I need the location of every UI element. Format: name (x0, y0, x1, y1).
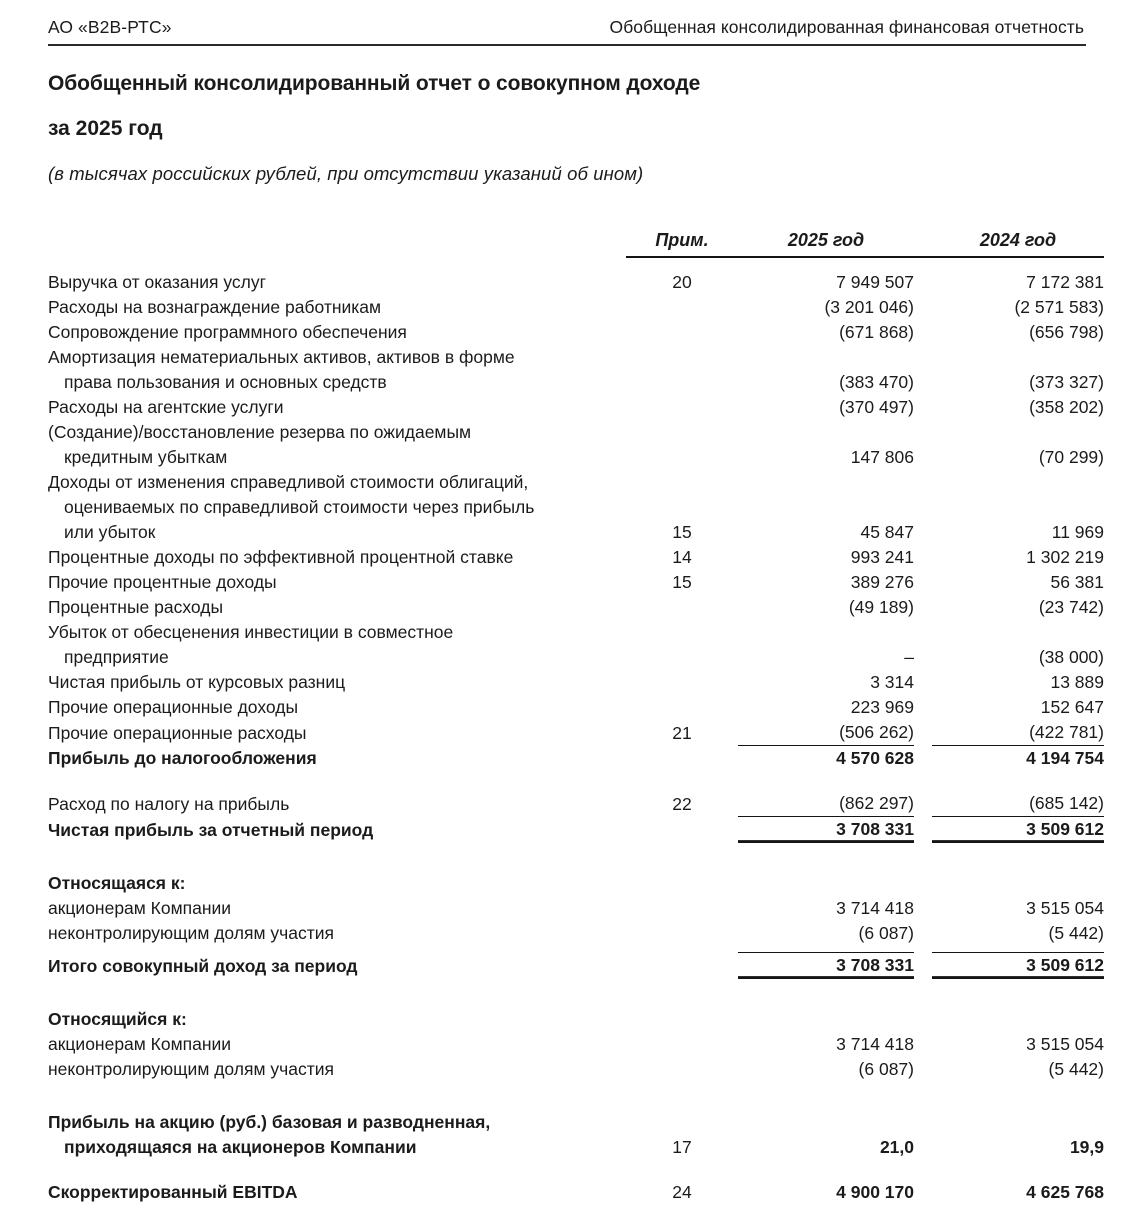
row-label: или убыток (64, 522, 156, 543)
header-current-year: 2025 год (787, 230, 865, 251)
row-current: (506 262) (839, 722, 914, 743)
row-prior: (685 142) (1029, 793, 1104, 814)
row-note (626, 470, 738, 495)
row-label: (Создание)/восстановление резерва по ожидаемым (48, 422, 472, 443)
row-label: Процентные расходы (48, 597, 224, 618)
section-heading-attributable-profit (48, 871, 1104, 896)
row-prior: (5 442) (1048, 1059, 1104, 1080)
row-note (626, 645, 738, 670)
row-current: (370 497) (839, 397, 914, 418)
row-note (626, 495, 738, 520)
ebitda-note: 24 (672, 1182, 692, 1203)
row-attributable-comprehensive-shareholders (48, 1032, 1104, 1057)
row-prior (932, 495, 1104, 520)
spacer-after-header (48, 258, 1104, 270)
section-heading-attributable-comprehensive (48, 1007, 1104, 1032)
row-label: неконтролирующим долям участия (48, 923, 334, 944)
table-row (48, 720, 1104, 746)
row-attributable-profit-nci (48, 921, 1104, 946)
row-current: (862 297) (839, 793, 914, 814)
running-header (48, 0, 1086, 37)
row-label: Прочие процентные доходы (48, 572, 277, 593)
header-prior-year: 2024 год (979, 230, 1057, 251)
row-prior: (5 442) (1048, 923, 1104, 944)
row-label: Прочие операционные расходы (48, 722, 307, 743)
row-current: (49 189) (848, 597, 914, 618)
row-current: (3 201 046) (824, 297, 914, 318)
header-note-cell: Прим. (655, 230, 709, 251)
section-heading-label: Относящаяся к: (48, 873, 186, 894)
spacer-before-eps (48, 1082, 1104, 1110)
eps-prior: 19,9 (1069, 1137, 1104, 1158)
row-label: Процентные доходы по эффективной процентной ставке (48, 547, 514, 568)
table-row (48, 520, 1104, 545)
row-current: 3 714 418 (836, 1034, 914, 1055)
table-row (48, 645, 1104, 670)
subtotal-note (626, 746, 738, 772)
row-prior: 13 889 (1050, 672, 1104, 693)
row-current: (383 470) (839, 372, 914, 393)
row-prior: 1 302 219 (1026, 547, 1104, 568)
row-current: (671 868) (839, 322, 914, 343)
eps-note: 17 (672, 1137, 692, 1158)
row-label: Убыток от обесценения инвестиции в совместное (48, 622, 454, 643)
row-label: оцениваемых по справедливой стоимости через прибыль (64, 497, 535, 518)
row-current: (6 087) (858, 1059, 914, 1080)
total-current: 3 708 331 (738, 817, 914, 843)
eps-label-line1: Прибыль на акцию (руб.) базовая и разводненная, (48, 1112, 491, 1133)
row-prior: (358 202) (1029, 397, 1104, 418)
row-note (626, 620, 738, 645)
table-row (48, 495, 1104, 520)
row-prior: 7 172 381 (1026, 272, 1104, 293)
table-row (48, 570, 1104, 595)
table-row (48, 270, 1104, 295)
row-current: 389 276 (850, 572, 914, 593)
row-label: Выручка от оказания услуг (48, 272, 267, 293)
spacer-before-tax (48, 771, 1104, 791)
table-row (48, 595, 1104, 620)
total-row-net-profit (48, 817, 1104, 843)
row-prior: (70 299) (1038, 447, 1104, 468)
row-current (738, 470, 914, 495)
table-row (48, 320, 1104, 345)
row-note: 14 (672, 547, 692, 568)
row-current (738, 420, 914, 445)
running-header-rule (48, 44, 1086, 46)
row-current: 993 241 (850, 547, 914, 568)
spacer-before-ebitda (48, 1160, 1104, 1180)
total-row-comprehensive-income (48, 953, 1104, 979)
row-prior: 3 515 054 (1026, 898, 1104, 919)
row-eps-line1 (48, 1110, 1104, 1135)
row-prior: (2 571 583) (1014, 297, 1104, 318)
row-prior: 56 381 (1050, 572, 1104, 593)
table-row (48, 395, 1104, 420)
row-prior: (422 781) (1029, 722, 1104, 743)
row-label: Расход по налогу на прибыль (48, 793, 290, 814)
row-label: Доходы от изменения справедливой стоимости облигаций, (48, 472, 529, 493)
row-note (626, 595, 738, 620)
row-note (626, 896, 738, 921)
row-prior: (656 798) (1029, 322, 1104, 343)
row-current: 3 314 (870, 672, 914, 693)
row-prior (932, 620, 1104, 645)
row-current: 7 949 507 (836, 272, 914, 293)
running-header-company: АО «В2В-РТС» (48, 17, 172, 37)
row-note (626, 695, 738, 720)
ebitda-label: Скорректированный EBITDA (48, 1182, 298, 1203)
table-row (48, 545, 1104, 570)
total-current: 3 708 331 (738, 953, 914, 979)
row-attributable-comprehensive-nci (48, 1057, 1104, 1082)
section-heading-label: Относящийся к: (48, 1009, 187, 1030)
row-label: акционерам Компании (48, 898, 232, 919)
row-prior: 3 515 054 (1026, 1034, 1104, 1055)
total-note (626, 817, 738, 843)
row-adjusted-ebitda (48, 1180, 1104, 1205)
row-income-tax-expense (48, 791, 1104, 817)
table-row (48, 295, 1104, 320)
row-note (626, 445, 738, 470)
total-prior: 3 509 612 (932, 817, 1104, 843)
row-attributable-profit-shareholders (48, 896, 1104, 921)
income-statement-table (48, 223, 1104, 1205)
subtotal-current: 4 570 628 (738, 746, 914, 772)
running-header-doc-type: Обобщенная консолидированная финансовая отчетность (609, 17, 1084, 37)
row-note (626, 320, 738, 345)
table-row (48, 420, 1104, 445)
row-label: неконтролирующим долям участия (48, 1059, 334, 1080)
row-current: 45 847 (860, 522, 914, 543)
row-current (738, 345, 914, 370)
row-note (626, 670, 738, 695)
total-label: Чистая прибыль за отчетный период (48, 819, 374, 840)
row-note: 15 (672, 522, 692, 543)
measurement-units-note: (в тысячах российских рублей, при отсутствии указаний об ином) (48, 163, 644, 185)
row-note (626, 921, 738, 946)
row-current (738, 620, 914, 645)
row-label: предприятие (64, 647, 169, 668)
row-note (626, 295, 738, 320)
row-current (738, 495, 914, 520)
row-note (626, 395, 738, 420)
table-row (48, 345, 1104, 370)
table-row (48, 670, 1104, 695)
row-current: 3 714 418 (836, 898, 914, 919)
row-prior: (23 742) (1038, 597, 1104, 618)
total-label: Итого совокупный доход за период (48, 955, 358, 976)
row-current: 223 969 (850, 697, 914, 718)
row-label: Сопровождение программного обеспечения (48, 322, 407, 343)
table-row (48, 370, 1104, 395)
row-label: Расходы на вознаграждение работникам (48, 297, 382, 318)
header-label-cell (48, 223, 626, 257)
row-prior (932, 420, 1104, 445)
ebitda-prior: 4 625 768 (1026, 1182, 1104, 1203)
row-note: 20 (672, 272, 692, 293)
row-prior: (373 327) (1029, 372, 1104, 393)
row-label: Расходы на агентские услуги (48, 397, 284, 418)
row-current: (6 087) (858, 923, 914, 944)
table-row (48, 620, 1104, 645)
row-label: акционерам Компании (48, 1034, 232, 1055)
page-subtitle-period: за 2025 год (48, 117, 163, 141)
row-label: Амортизация нематериальных активов, активов в форме (48, 347, 515, 368)
eps-label-line2: приходящаяся на акционеров Компании (64, 1137, 417, 1158)
row-note (626, 370, 738, 395)
row-prior (932, 345, 1104, 370)
row-label: Чистая прибыль от курсовых разниц (48, 672, 346, 693)
spacer-before-attributable-profit (48, 843, 1104, 872)
eps-current: 21,0 (879, 1137, 914, 1158)
row-note: 21 (672, 722, 692, 743)
table-header-row (48, 223, 1104, 257)
ebitda-current: 4 900 170 (836, 1182, 914, 1203)
row-label: Прочие операционные доходы (48, 697, 299, 718)
page-title: Обобщенный консолидированный отчет о совокупном доходе (48, 72, 701, 96)
row-current: 147 806 (850, 447, 914, 468)
row-prior (932, 470, 1104, 495)
row-prior: (38 000) (1038, 647, 1104, 668)
row-note (626, 420, 738, 445)
row-label: права пользования и основных средств (64, 372, 387, 393)
row-prior: 11 969 (1051, 522, 1104, 543)
row-note (626, 1057, 738, 1082)
subtotal-label: Прибыль до налогообложения (48, 748, 317, 769)
row-note (626, 1032, 738, 1057)
subtotal-prior: 4 194 754 (932, 746, 1104, 772)
table-row (48, 445, 1104, 470)
row-prior: 152 647 (1040, 697, 1104, 718)
row-note (626, 345, 738, 370)
spacer-before-attributable-comprehensive (48, 979, 1104, 1008)
subtotal-row-profit-before-tax (48, 746, 1104, 772)
total-note (626, 953, 738, 979)
row-label: кредитным убыткам (64, 447, 228, 468)
table-row (48, 695, 1104, 720)
total-prior: 3 509 612 (932, 953, 1104, 979)
table-row (48, 470, 1104, 495)
row-note: 15 (672, 572, 692, 593)
row-current: – (904, 647, 914, 668)
row-note: 22 (672, 793, 692, 814)
